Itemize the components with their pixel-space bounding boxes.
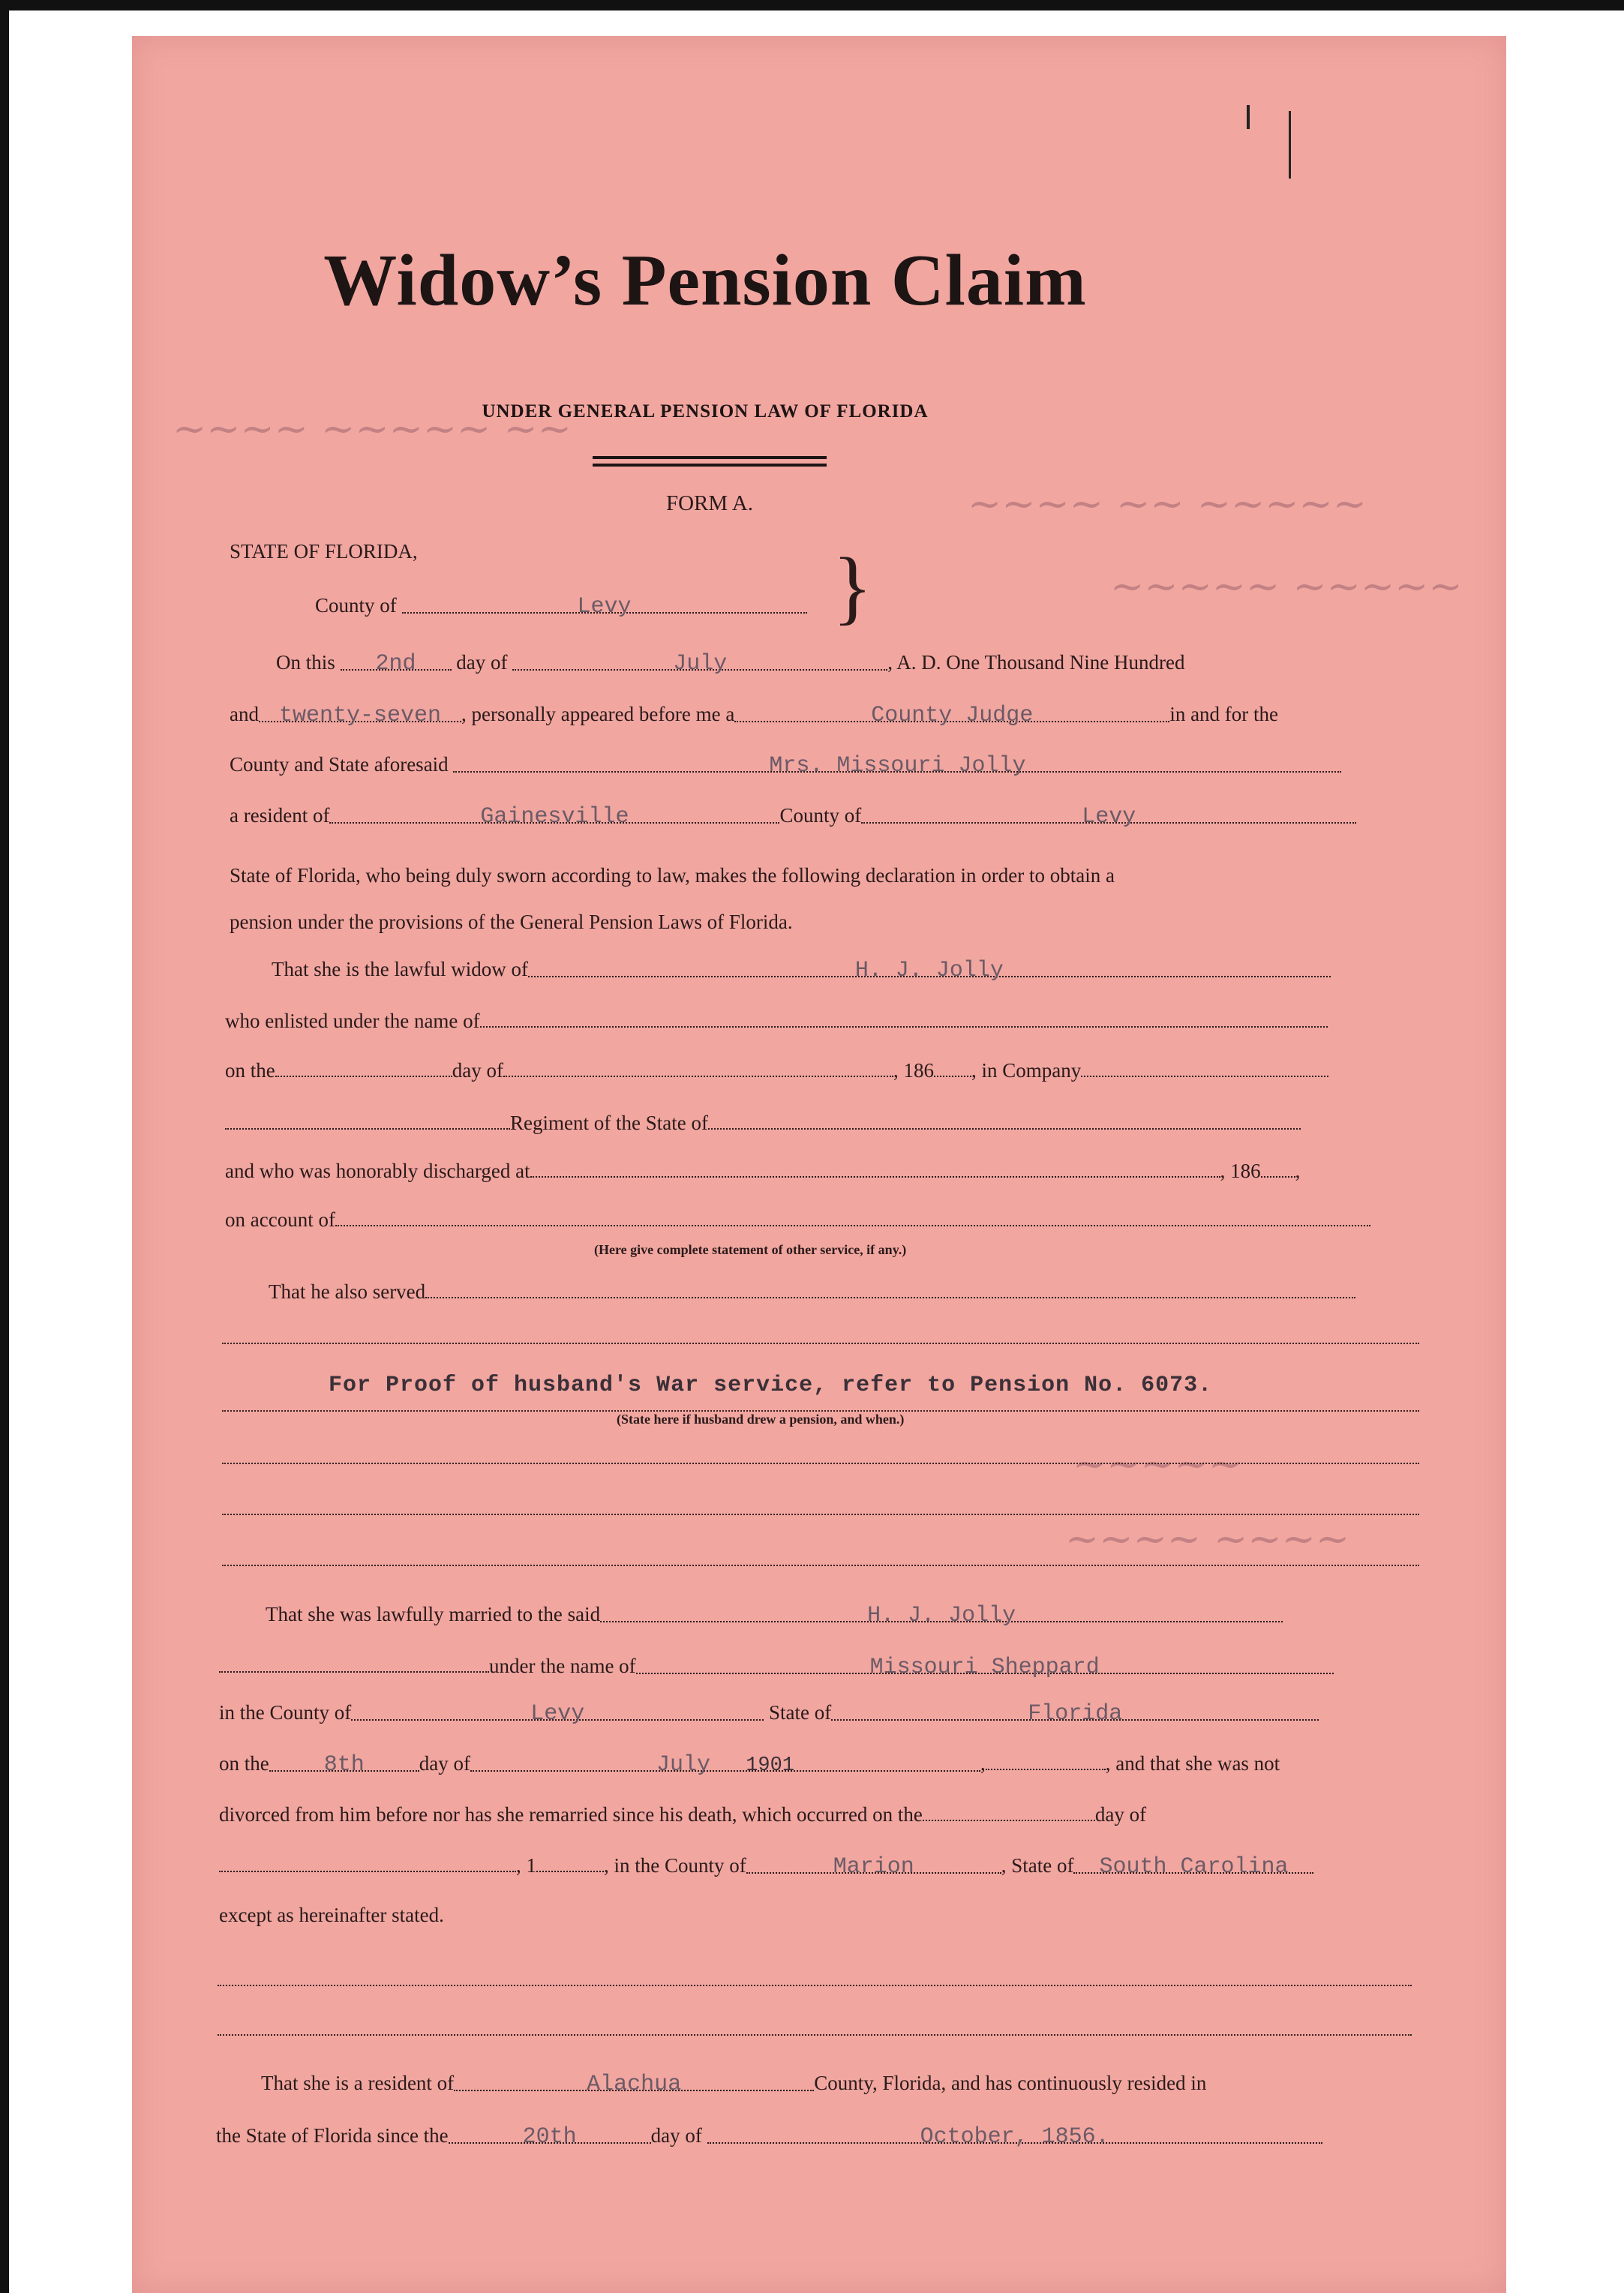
blank-line (222, 1514, 1419, 1515)
ink-mark (1247, 105, 1250, 129)
resident-county-field[interactable]: Levy (861, 803, 1356, 824)
death-county-field[interactable]: Marion (746, 1853, 1001, 1874)
bleed-through-signature: ~~~~ ~~ ~~~~~ (968, 480, 1367, 527)
oath-line-2: and twenty-seven , personally appeared before me a County Judge in and for the (230, 703, 1279, 728)
oath-year-field[interactable]: twenty-seven (259, 701, 461, 722)
brace: } (833, 541, 872, 632)
title-rule-bottom (593, 464, 827, 467)
note-pension: (State here if husband drew a pension, and when.) (617, 1412, 905, 1427)
regiment-field[interactable] (225, 1109, 510, 1130)
enlist-month-field[interactable] (503, 1056, 893, 1077)
oath-line-3: County and State aforesaid Mrs. Missouri Jolly (230, 752, 1341, 777)
account-line: on account of (225, 1205, 1370, 1232)
page-subtitle: UNDER GENERAL PENSION LAW OF FLORIDA (482, 401, 929, 422)
resident-city-field[interactable]: Gainesville (329, 803, 779, 824)
blank-line (218, 2034, 1412, 2036)
also-served-field[interactable] (425, 1277, 1355, 1298)
marriage-month-field[interactable]: July 1901 (470, 1751, 980, 1772)
marriage-day-field[interactable]: 8th (269, 1751, 419, 1772)
claimant-field[interactable]: Mrs. Missouri Jolly (453, 752, 1341, 773)
form-label: FORM A. (665, 491, 754, 515)
oath-line-1: On this 2nd day of July , A. D. One Thousand Nine Hundred (276, 651, 1185, 677)
county-line: County of Levy (315, 593, 807, 618)
discharge-year-field[interactable] (1261, 1157, 1295, 1178)
scan-top-border (0, 0, 1624, 11)
death-year-field[interactable] (536, 1851, 604, 1872)
note-service: (Here give complete statement of other service, if any.) (594, 1242, 907, 1257)
marriage-county-field[interactable]: Levy (351, 1700, 764, 1721)
bleed-through-signature: ~~~~~ ~~~~~ (1110, 563, 1463, 610)
residence-county-field[interactable]: Alachua (454, 2070, 814, 2091)
oath-day-field[interactable]: 2nd (341, 650, 452, 671)
blank-line (222, 1463, 1419, 1464)
blank-line (218, 1985, 1412, 1986)
enlist-date-line: on the day of , 186 , in Company (225, 1056, 1328, 1083)
divorce-line: divorced from him before nor has she remarried since his death, which occurred on the day of (219, 1800, 1146, 1827)
husband-field[interactable]: H. J. Jolly (528, 956, 1331, 977)
discharge-place-field[interactable] (530, 1157, 1220, 1178)
death-place-line: , 1 , in the County of Marion , State of South Carolina (219, 1851, 1313, 1878)
enlist-day-field[interactable] (275, 1056, 452, 1077)
married-line: That she was lawfully married to the said H. J. Jolly (266, 1601, 1283, 1627)
declaration-line-1: State of Florida, who being duly sworn according to law, makes the following declaration in order to obtain a (230, 864, 1115, 887)
enlisted-name-field[interactable] (480, 1007, 1328, 1028)
residence-since-line: the State of Florida since the 20th day of October, 1856. (216, 2123, 1322, 2148)
page-title: Widow’s Pension Claim (323, 240, 1087, 321)
death-day-field[interactable] (923, 1800, 1095, 1821)
death-month-field[interactable] (219, 1851, 516, 1872)
marriage-date-line: on the 8th day of July 1901 , , and that she was not (219, 1749, 1280, 1776)
blank-field[interactable] (986, 1749, 1106, 1770)
account-field[interactable] (335, 1205, 1370, 1226)
regiment-line: Regiment of the State of (225, 1109, 1301, 1136)
proof-text: For Proof of husband's War service, refer to Pension No. 6073. (329, 1373, 1213, 1398)
enlist-year-field[interactable] (934, 1056, 971, 1077)
discharge-line: and who was honorably discharged at , 186 , (225, 1157, 1300, 1184)
officer-field[interactable]: County Judge (734, 701, 1169, 722)
declaration-line-2: pension under the provisions of the General Pension Laws of Florida. (230, 911, 793, 933)
state-label: STATE OF FLORIDA, (230, 540, 418, 563)
bleed-through-signature: ~~~~ ~~~~ (1065, 1515, 1350, 1562)
bleed-through-signature: ~~~~~ (1073, 1440, 1243, 1487)
widow-of-line: That she is the lawful widow of H. J. Jolly (272, 956, 1331, 982)
also-served-line: That he also served (269, 1277, 1355, 1304)
county-field[interactable]: Levy (402, 593, 807, 614)
residence-day-field[interactable]: 20th (449, 2123, 651, 2144)
death-state-field[interactable]: South Carolina (1073, 1853, 1313, 1874)
title-rule-top (593, 456, 827, 459)
blank-line (222, 1565, 1419, 1566)
bleed-through-signature: ~~~~ ~~~~~ ~~ (173, 405, 572, 452)
residence-line: That she is a resident of Alachua County, Florida, and has continuously resided in (261, 2072, 1207, 2097)
marriage-year: 1901 (746, 1754, 795, 1777)
marriage-place-line: in the County of Levy State of Florida (219, 1700, 1319, 1725)
maiden-name-line: under the name of Missouri Sheppard (219, 1652, 1334, 1679)
blank-line (222, 1343, 1419, 1344)
maiden-name-field[interactable]: Missouri Sheppard (636, 1653, 1334, 1674)
oath-month-field[interactable]: July (512, 650, 887, 671)
residence-date-field[interactable]: October, 1856. (707, 2123, 1322, 2144)
oath-line-4: a resident of Gainesville County of Levy (230, 803, 1356, 828)
company-field[interactable] (1081, 1056, 1328, 1077)
except-line: except as hereinafter stated. (219, 1904, 444, 1926)
ink-mark (1289, 111, 1291, 179)
blank-field[interactable] (219, 1652, 489, 1673)
marriage-state-field[interactable]: Florida (831, 1700, 1319, 1721)
enlisted-line: who enlisted under the name of (225, 1007, 1328, 1034)
married-husband-field[interactable]: H. J. Jolly (600, 1601, 1283, 1622)
regiment-state-field[interactable] (708, 1109, 1301, 1130)
scan-left-border (0, 0, 9, 2293)
